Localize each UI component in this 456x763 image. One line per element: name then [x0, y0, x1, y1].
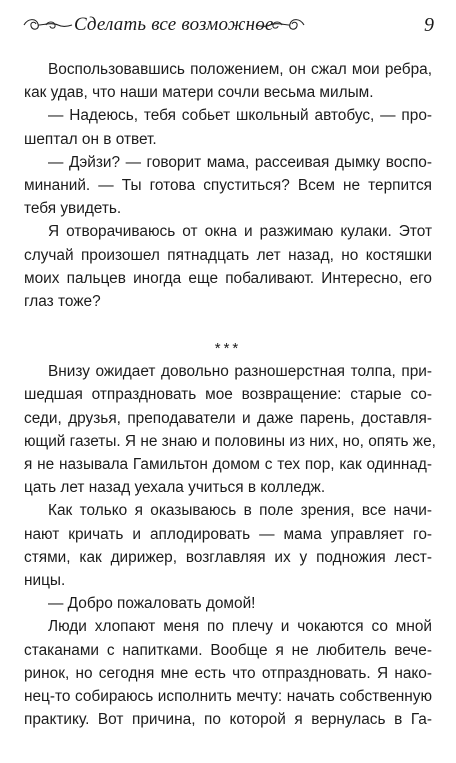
- text-line: — Дэйзи? — говорит мама, рассеивая дымку воспо-: [48, 153, 432, 171]
- flourish-ornament-right-icon: [254, 16, 306, 34]
- text-line: Внизу ожидает довольно разношерстная толпа, при-: [48, 363, 432, 381]
- paragraph: [24, 58, 432, 104]
- text-line: ницы.: [24, 571, 66, 589]
- text-line: ющий газеты. Я не знаю и половины из них, но, опять же,: [24, 432, 436, 450]
- text-line: Я отворачиваюсь от окна и разжимаю кулаки. Этот: [48, 223, 432, 241]
- text-before-break: [24, 58, 432, 313]
- text-line: я не называла Гамильтон домом с тех пор, как одиннад-: [24, 456, 432, 473]
- paragraph: [24, 360, 436, 499]
- text-line: моих пальцев иногда еще побаливают. Интересно, его: [24, 269, 432, 287]
- text-line: шедшая отпраздновать мое возвращение: старые со-: [24, 386, 432, 404]
- paragraph: [24, 220, 432, 313]
- text-line: нают кричать и аплодировать — мама управляет го-: [24, 525, 432, 543]
- paragraph: [24, 151, 432, 221]
- text-line: стаканами с напитками. Вообще я не любитель вече-: [24, 641, 432, 659]
- running-head: [22, 10, 436, 40]
- paragraph: [24, 104, 432, 150]
- text-line: седи, друзья, преподаватели и даже парень, доставля-: [24, 409, 432, 427]
- paragraph: [24, 615, 432, 731]
- text-line: стями, как дирижер, возглавляя их у подножия лест-: [24, 548, 432, 566]
- text-line: ринок, но сегодня мне есть что отпраздновать. Я нако-: [24, 664, 432, 682]
- text-line: нец-то собираюсь исполнить мечту: начать собственную: [24, 687, 432, 705]
- flourish-ornament-left-icon: [22, 16, 74, 34]
- text-line: минаний. — Ты готова спуститься? Всем не терпится: [24, 176, 432, 194]
- paragraph: [24, 592, 432, 615]
- text-line: шептал он в ответ.: [24, 130, 157, 148]
- paragraph: [24, 499, 432, 592]
- text-line: глаз тоже?: [24, 292, 101, 310]
- text-line: практику. Вот причина, по которой я вернулась в Га-: [24, 711, 432, 729]
- text-line: Воспользовавшись положением, он сжал мои ребра,: [48, 61, 432, 78]
- text-line: Как только я оказываюсь в поле зрения, все начи-: [48, 502, 432, 520]
- running-title: Сделать все возможное: [74, 14, 274, 35]
- text-line: — Добро пожаловать домой!: [48, 595, 256, 613]
- section-break: ***: [214, 340, 242, 358]
- text-line: Люди хлопают меня по плечу и чокаются со мной: [48, 618, 432, 636]
- spacer: [24, 313, 432, 337]
- text-line: цать лет назад уехала учиться в колледж.: [24, 479, 326, 497]
- page-number: 9: [424, 14, 434, 36]
- text-after-break: [24, 360, 436, 731]
- text-line: тебя увидеть.: [24, 200, 122, 218]
- text-line: случай произошел пятнадцать лет назад, но костяшки: [24, 246, 432, 264]
- text-line: как удав, что наши матери сочли весьма милым.: [24, 84, 374, 102]
- text-line: — Надеюсь, тебя собьет школьный автобус, — про-: [48, 107, 432, 125]
- body-text: [24, 58, 436, 731]
